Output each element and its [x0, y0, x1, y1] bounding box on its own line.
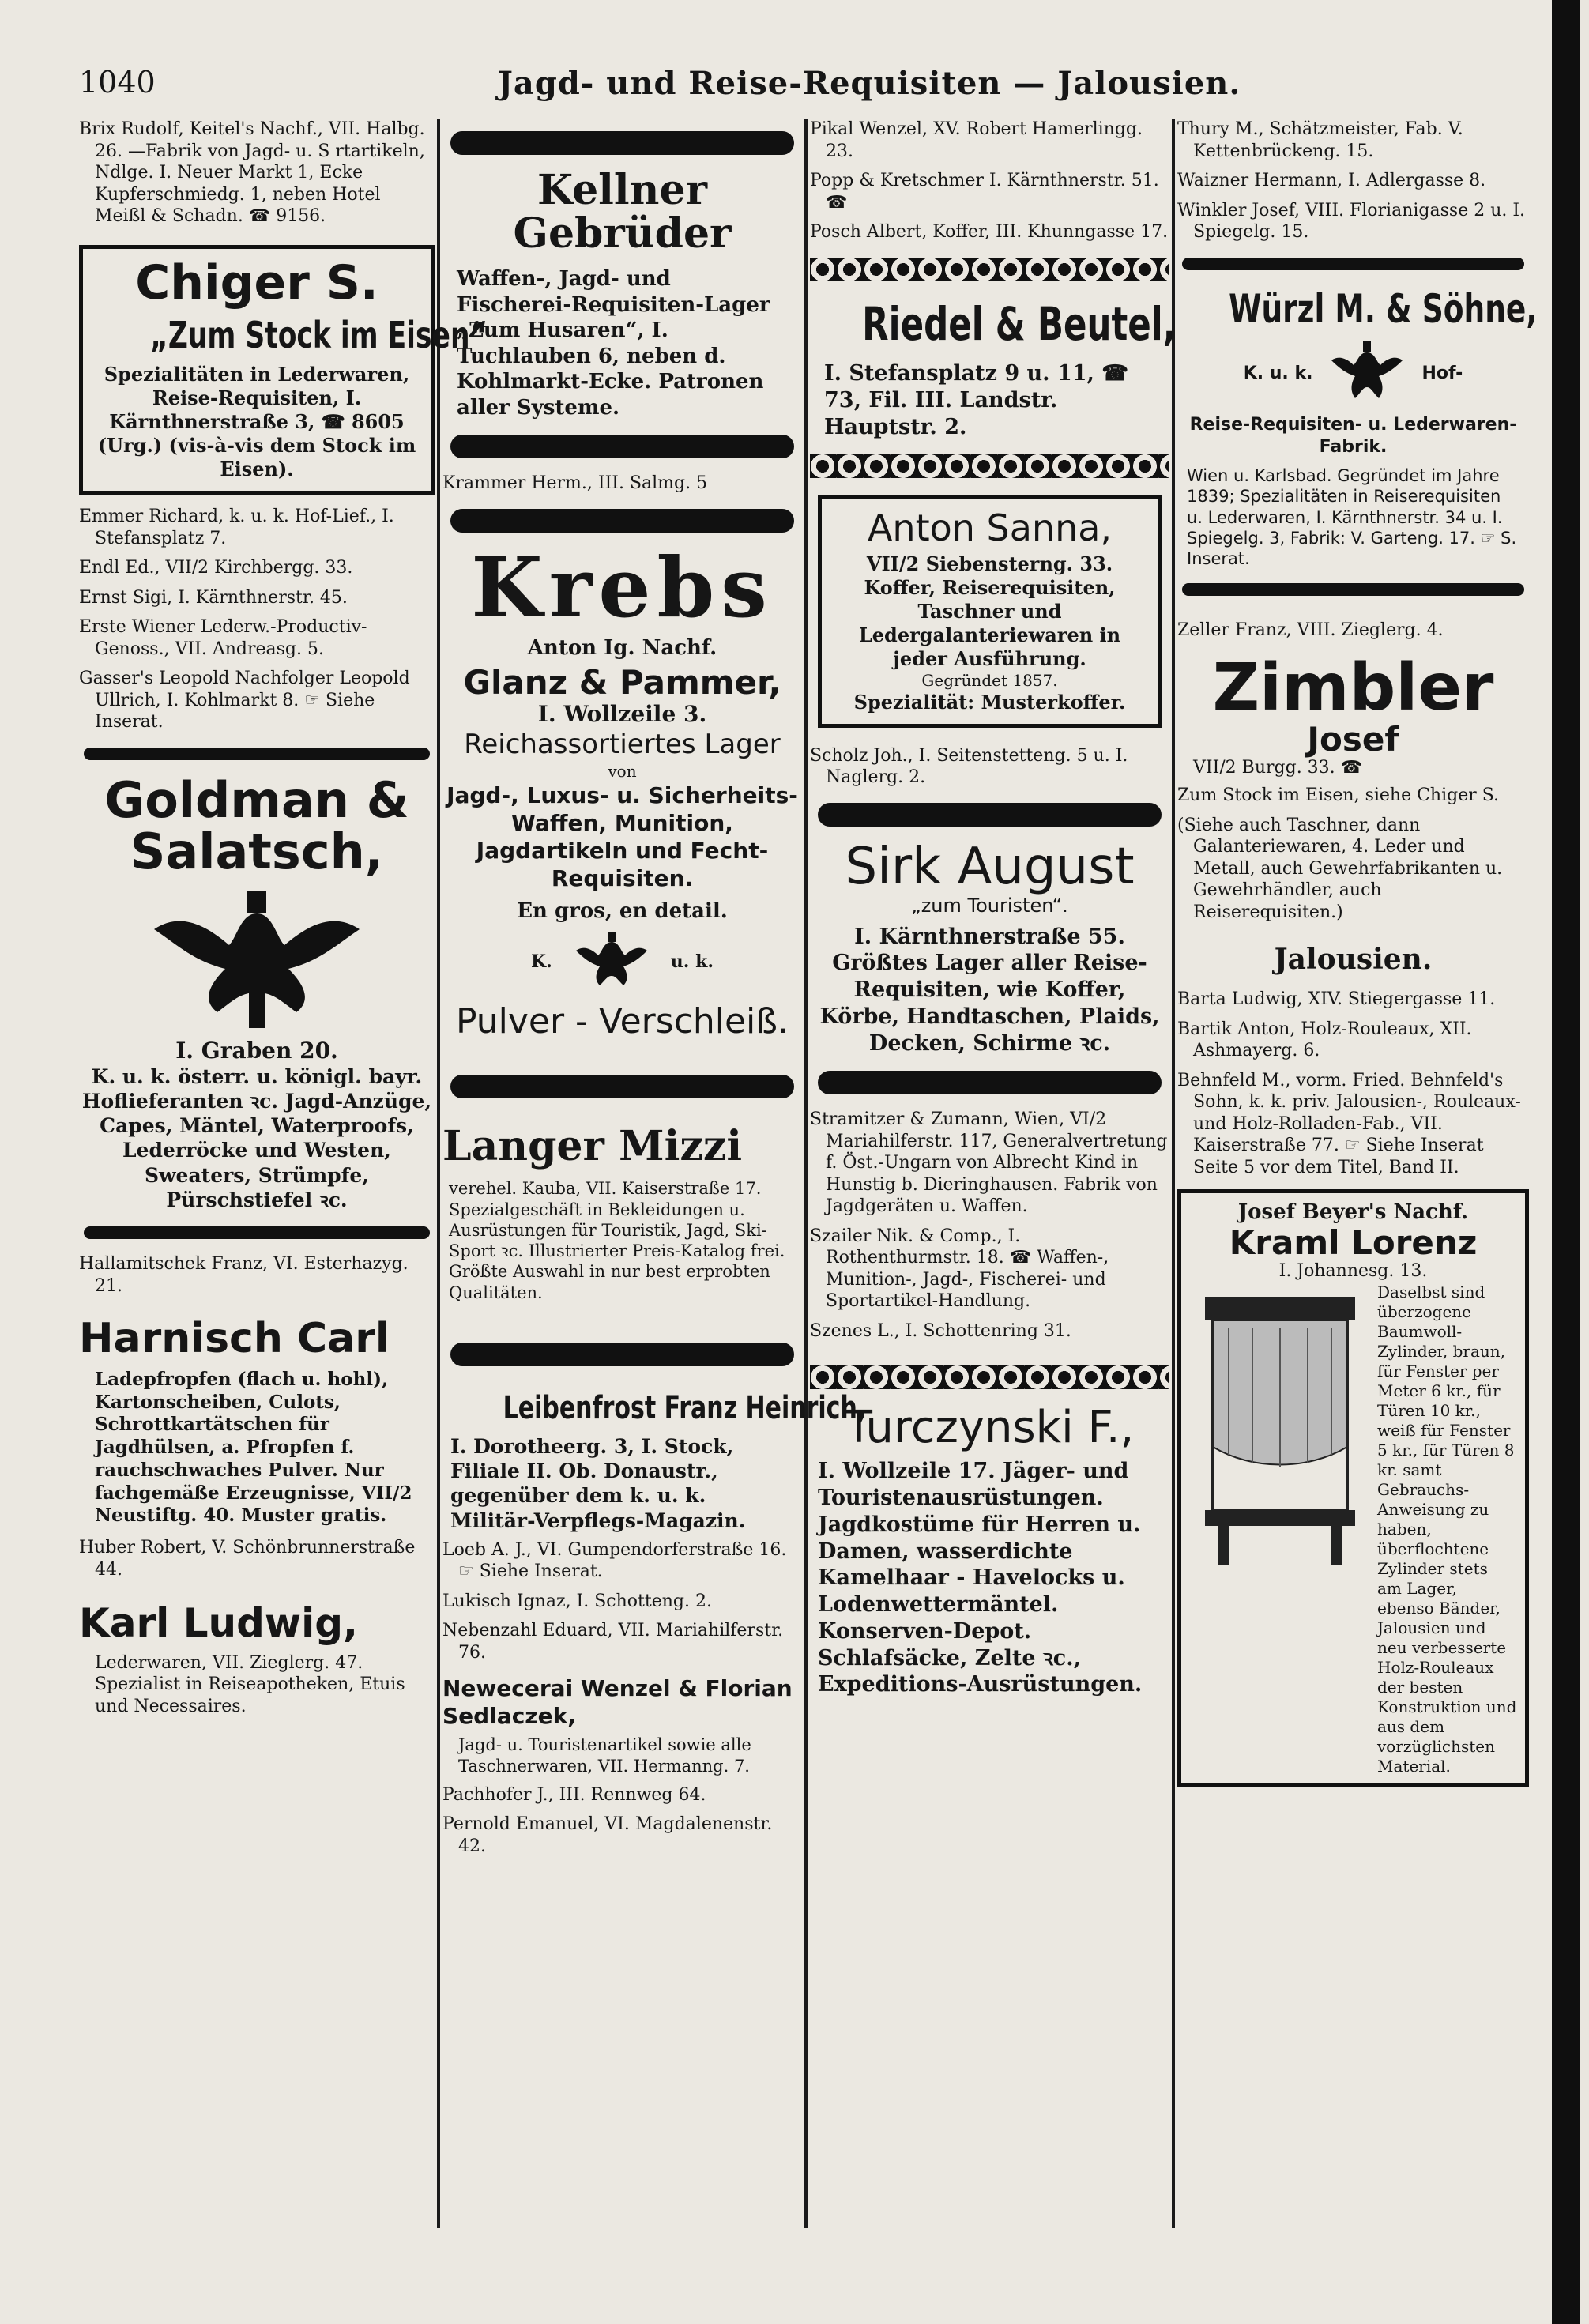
ad-chiger: [79, 245, 488, 495]
ad-krebs-firm: Glanz & Pammer,: [463, 663, 781, 702]
ad-sanna: [818, 495, 1162, 727]
ad-kraml-address: I. Johannesg. 13.: [1278, 1261, 1428, 1282]
listing-stramitzer: Stramitzer & Zumann, Wien, VI/2 Mariahilferstr. 117, Generalvertretung f. Öst.-Ungarn von Albrecht Kind in Hunstig b. Dieringhausen. Fabrik von Jagdgeräten u. Waffen.: [810, 1109, 1168, 1217]
ad-riedel-text: I. Stefansplatz 9 u. 11, ☎ 73, Fil. III. Landstr. Hauptstr. 2.: [824, 361, 1128, 439]
rule-ornament: [818, 803, 1162, 827]
rule-ornament: [818, 1071, 1162, 1094]
listing-waizner: Waizner Hermann, I. Adlergasse 8.: [1177, 171, 1486, 190]
double-eagle-icon: [1331, 338, 1403, 409]
ad-krebs-engros: En gros, en detail.: [517, 898, 728, 923]
column-3: [810, 119, 1177, 2228]
listing-huber: Huber Robert, V. Schönbrunnerstraße 44.: [79, 1538, 416, 1580]
ad-chiger-subtitle: „Zum Stock im Eisen“: [150, 313, 488, 356]
ad-newecerai-name: Newecerai Wenzel & Florian Sedlaczek,: [442, 1675, 793, 1730]
ad-goldman-name: Goldman & Salatsch,: [104, 770, 409, 880]
page-header: [79, 65, 1525, 112]
ad-wuerzl-k: K. u. k.: [1243, 363, 1313, 384]
ad-wuerzl-name: Würzl M. & Söhne,: [1229, 285, 1538, 332]
rule-ornament: [450, 1075, 794, 1098]
ad-newecerai-text: Jagd- u. Touristenartikel sowie alle Taschnerwaren, VII. Hermanng. 7.: [458, 1735, 751, 1776]
column-1: [79, 119, 488, 2228]
ad-krebs: [442, 538, 802, 1044]
column-2: [442, 119, 867, 2228]
ad-zimbler-first: Josef: [1307, 719, 1399, 759]
ad-zimbler-name: Zimbler: [1212, 650, 1494, 725]
rule-ornament: [450, 131, 794, 155]
listing-winkler: Winkler Josef, VIII. Florianigasse 2 u. I. Spiegelg. 15.: [1177, 200, 1526, 242]
ad-krebs-lager: Reichassortiertes Lager: [464, 729, 781, 761]
listing-krammer: Krammer Herm., III. Salmg. 5: [442, 473, 708, 494]
ad-sanna-text: VII/2 Siebensterng. 33. Koffer, Reiserequisiten, Taschner und Ledergalanteriewaren in jeder Ausführung.: [858, 552, 1121, 670]
chain-ornament: [810, 258, 1169, 281]
ad-karl-text: Lederwaren, VII. Zieglerg. 47. Spezialist in Reiseapotheken, Etuis und Necessaires.: [95, 1652, 405, 1716]
ad-wuerzl-text: Reise-Requisiten- u. Lederwaren-Fabrik.: [1189, 415, 1517, 457]
listing-thury: Thury M., Schätzmeister, Fab. V. Kettenbrückeng. 15.: [1177, 119, 1463, 161]
ad-krebs-pulver: Pulver - Verschleiß.: [456, 1001, 789, 1042]
scan-edge: [1552, 0, 1580, 2324]
listing-hallamitschek: Hallamitschek Franz, VI. Esterhazyg. 21.: [79, 1254, 409, 1296]
ad-turczynski-text: I. Wollzeile 17. Jäger- und Touristenausrüstungen. Jagdkostüme für Herren u. Damen, wasserdichte Kamelhaar - Havelocks u. Lodenwettermäntel. Konserven-Depot. Schlafsäcke, Zelte ꝛc., Expeditions-Ausrüstungen.: [818, 1459, 1143, 1697]
ad-kellner-text: Waffen-, Jagd- und Fischerei-Requisiten-Lager „Zum Husaren“, I. Tuchlauben 6, neben d. Kohlmarkt-Ecke. Patronen aller Systeme.: [457, 267, 770, 420]
ad-krebs-address: I. Wollzeile 3.: [537, 701, 707, 728]
ad-sanna-name: Anton Sanna,: [867, 507, 1113, 550]
ad-leibenfrost-name: Leibenfrost Franz Heinrich,: [503, 1389, 867, 1426]
column-rule: [437, 119, 440, 2228]
column-rule: [804, 119, 808, 2228]
cross-reference-note: (Siehe auch Taschner, dann Galanteriewaren, 4. Leder und Metall, auch Gewehrfabrikanten u. Gewehrhändler, auch Reiserequisiten.): [1177, 815, 1503, 922]
ad-goldman: [79, 770, 435, 1213]
listing-pikal: Pikal Wenzel, XV. Robert Hamerlingg. 23.: [810, 119, 1143, 161]
ad-kraml: [1177, 1189, 1529, 1786]
listing-zum-stock: Zum Stock im Eisen, siehe Chiger S.: [1177, 785, 1500, 806]
ad-sanna-special: Spezialität: Musterkoffer.: [853, 690, 1126, 714]
section-heading-jalousien: Jalousien.: [1274, 943, 1433, 977]
ad-langer-text: verehel. Kauba, VII. Kaiserstraße 17. Spezialgeschäft in Bekleidungen u. Ausrüstungen für Touristik, Jagd, Ski-Sport ꝛc. Illustrierter Preis-Katalog frei. Größte Auswahl in nur best erprobten Qualitäten.: [449, 1179, 785, 1302]
listing-ernst: Ernst Sigi, I. Kärnthnerstr. 45.: [79, 587, 348, 608]
listing-endl: Endl Ed., VII/2 Kirchbergg. 33.: [79, 558, 353, 578]
ad-sirk-text: I. Kärnthnerstraße 55. Größtes Lager aller Reise-Requisiten, wie Koffer, Körbe, Handtaschen, Plaids, Decken, Schirme ꝛc.: [819, 924, 1160, 1056]
ad-leibenfrost-text: I. Dorotheerg. 3, I. Stock, Filiale II. Ob. Donaustr., gegenüber dem k. u. k. Militär-Verpflegs-Magazin.: [450, 1434, 746, 1532]
listing-loeb: Loeb A. J., VI. Gumpendorferstraße 16. ☞ Siehe Inserat.: [442, 1539, 787, 1582]
listing-szailer: Szailer Nik. & Comp., I. Rothenthurmstr. 18. ☎ Waffen-, Munition-, Jagd-, Fischerei- und Sportartikel-Handlung.: [810, 1226, 1109, 1312]
ad-riedel-name: Riedel & Beutel,: [862, 296, 1177, 351]
ad-sirk-name: Sirk August: [845, 837, 1135, 896]
rule-ornament: [450, 509, 794, 533]
double-eagle-icon: [154, 882, 360, 1032]
column-4: [1177, 119, 1538, 2228]
rule-ornament: [84, 1226, 430, 1239]
ad-kraml-body: [1189, 1283, 1517, 1776]
ad-krebs-von: von: [608, 761, 637, 781]
ad-wuerzl-hof: Hof-: [1421, 363, 1463, 384]
listing-erste: Erste Wiener Lederw.-Productiv-Genoss., VII. Andreasg. 5.: [79, 617, 367, 659]
rule-ornament: [450, 435, 794, 458]
ad-sirk-subtitle: „zum Touristen“.: [911, 894, 1068, 917]
chain-ornament: [810, 1365, 1169, 1389]
ad-kraml-beyer: Josef Beyer's Nachf.: [1237, 1200, 1469, 1225]
ad-karl-name: Karl Ludwig,: [79, 1600, 359, 1647]
ad-krebs-items: Jagd-, Luxus- u. Sicherheits-Waffen, Munition, Jagdartikeln und Fecht-Requisiten.: [446, 782, 798, 891]
rule-ornament: [450, 1343, 794, 1366]
ad-wuerzl: [1177, 284, 1538, 570]
listing-gasser: Gasser's Leopold Nachfolger Leopold Ullrich, I. Kohlmarkt 8. ☞ Siehe Inserat.: [79, 669, 410, 732]
column-rule: [1172, 119, 1175, 2228]
ad-harnisch-text: Ladepfropfen (flach u. hohl), Kartonscheiben, Culots, Schrottkartätschen für Jagdhülsen, a. Pfropfen f. rauchschwaches Pulver. Nur fachgemäße Erzeugnisse, VII/2 Neustiftg. 40. Muster gratis.: [95, 1368, 412, 1527]
ad-chiger-name: Chiger S.: [135, 254, 378, 311]
listing-lukisch: Lukisch Ignaz, I. Schotteng. 2.: [442, 1591, 712, 1611]
listing-bartik: Bartik Anton, Holz-Rouleaux, XII. Ashmayerg. 6.: [1177, 1019, 1472, 1061]
listing-szenes: Szenes L., I. Schottenring 31.: [810, 1320, 1071, 1341]
ad-turczynski-name: Turczynski F.,: [845, 1402, 1135, 1454]
listing-emmer: Emmer Richard, k. u. k. Hof-Lief., I. Stefansplatz 7.: [79, 507, 394, 548]
ad-zimbler-address: VII/2 Burgg. 33. ☎: [1193, 757, 1363, 778]
rule-ornament: [1182, 258, 1524, 270]
listing-pachhofer: Pachhofer J., III. Rennweg 64.: [442, 1784, 706, 1805]
page-number: 1040: [79, 65, 156, 100]
ad-krebs-uk: u. k.: [670, 951, 714, 972]
ad-harnisch-name: Harnisch Carl: [79, 1315, 390, 1363]
ad-krebs-name: Krebs: [471, 538, 774, 636]
ad-goldman-text: K. u. k. österr. u. königl. bayr. Hoflieferanten ꝛc. Jagd-Anzüge, Capes, Mäntel, Waterproofs, Lederröcke und Westen, Sweaters, Strümpfe, Pürschstiefel ꝛc.: [81, 1064, 432, 1211]
running-title: Jagd- und Reise-Requisiten — Jalousien.: [498, 65, 1241, 102]
listing-pernold: Pernold Emanuel, VI. Magdalenenstr. 42.: [442, 1814, 773, 1856]
ad-sanna-founded: Gegründet 1857.: [921, 670, 1058, 690]
listing-scholz: Scholz Joh., I. Seitenstetteng. 5 u. I. Naglerg. 2.: [810, 745, 1128, 788]
listing-brix: Brix Rudolf, Keitel's Nachf., VII. Halbg. 26. —Fabrik von Jagd- u. S rtartikeln, Ndlge. I. Neuer Markt 1, Ecke Kupferschmiedg. 1, neben Hotel Meißl & Schadn. ☎ 9156.: [79, 119, 425, 226]
rule-ornament: [84, 748, 430, 760]
ad-krebs-k: K.: [531, 951, 552, 972]
ad-wuerzl-text2: Wien u. Karlsbad. Gegründet im Jahre 1839; Spezialitäten in Reiserequisiten u. Lederwaren, I. Kärnthnerstr. 34 u. I. Spiegelg. 3, Fabrik: V. Garteng. 17. ☞ S. Inserat.: [1187, 466, 1517, 568]
listing-posch: Posch Albert, Koffer, III. Khunngasse 17.: [810, 222, 1169, 242]
ad-kellner-name: Kellner Gebrüder: [513, 166, 732, 258]
ad-chiger-text: Spezialitäten in Lederwaren, Reise-Requisiten, I. Kärnthnerstraße 3, ☎ 8605 (Urg.) (vis-à-vis dem Stock im Eisen).: [97, 363, 416, 480]
listing-barta: Barta Ludwig, XIV. Stiegergasse 11.: [1177, 989, 1496, 1010]
ad-krebs-crest: [442, 930, 802, 993]
ad-kraml-text: Daselbst sind überzogene Baumwoll-Zylinder, braun, für Fenster per Meter 6 kr., für Türen 10 kr., weiß für Fenster 5 kr., für Türen 8 kr. samt Gebrauchs-Anweisung zu haben, überflochtene Zylinder stets am Lager, ebenso Bänder, Jalousien und neu verbesserte Holz-Rouleaux der besten Konstruktion und aus dem vorzüglichsten Material.: [1377, 1282, 1517, 1776]
rule-ornament: [1182, 583, 1524, 596]
double-eagle-icon: [576, 930, 647, 993]
listing-zeller: Zeller Franz, VIII. Zieglerg. 4.: [1177, 620, 1444, 641]
ad-langer-name: Langer Mizzi: [442, 1122, 743, 1171]
ad-krebs-nachf: Anton Ig. Nachf.: [527, 635, 717, 660]
chain-ornament: [810, 454, 1169, 478]
ad-wuerzl-crest: [1177, 338, 1529, 409]
listing-behnfeld: Behnfeld M., vorm. Fried. Behnfeld's Sohn, k. k. priv. Jalousien-, Rouleaux- und Holz-Rolladen-Fab., VII. Kaiserstraße 77. ☞ Siehe Inserat Seite 5 vor dem Titel, Band II.: [1177, 1070, 1521, 1177]
listing-nebenzahl: Nebenzahl Eduard, VII. Mariahilferstr. 76.: [442, 1621, 784, 1663]
roller-blind-illustration-icon: [1189, 1289, 1371, 1573]
ad-goldman-address: I. Graben 20.: [175, 1037, 338, 1064]
listing-popp: Popp & Kretschmer I. Kärnthnerstr. 51. ☎: [810, 171, 1159, 213]
ad-kraml-name: Kraml Lorenz: [1229, 1222, 1478, 1262]
